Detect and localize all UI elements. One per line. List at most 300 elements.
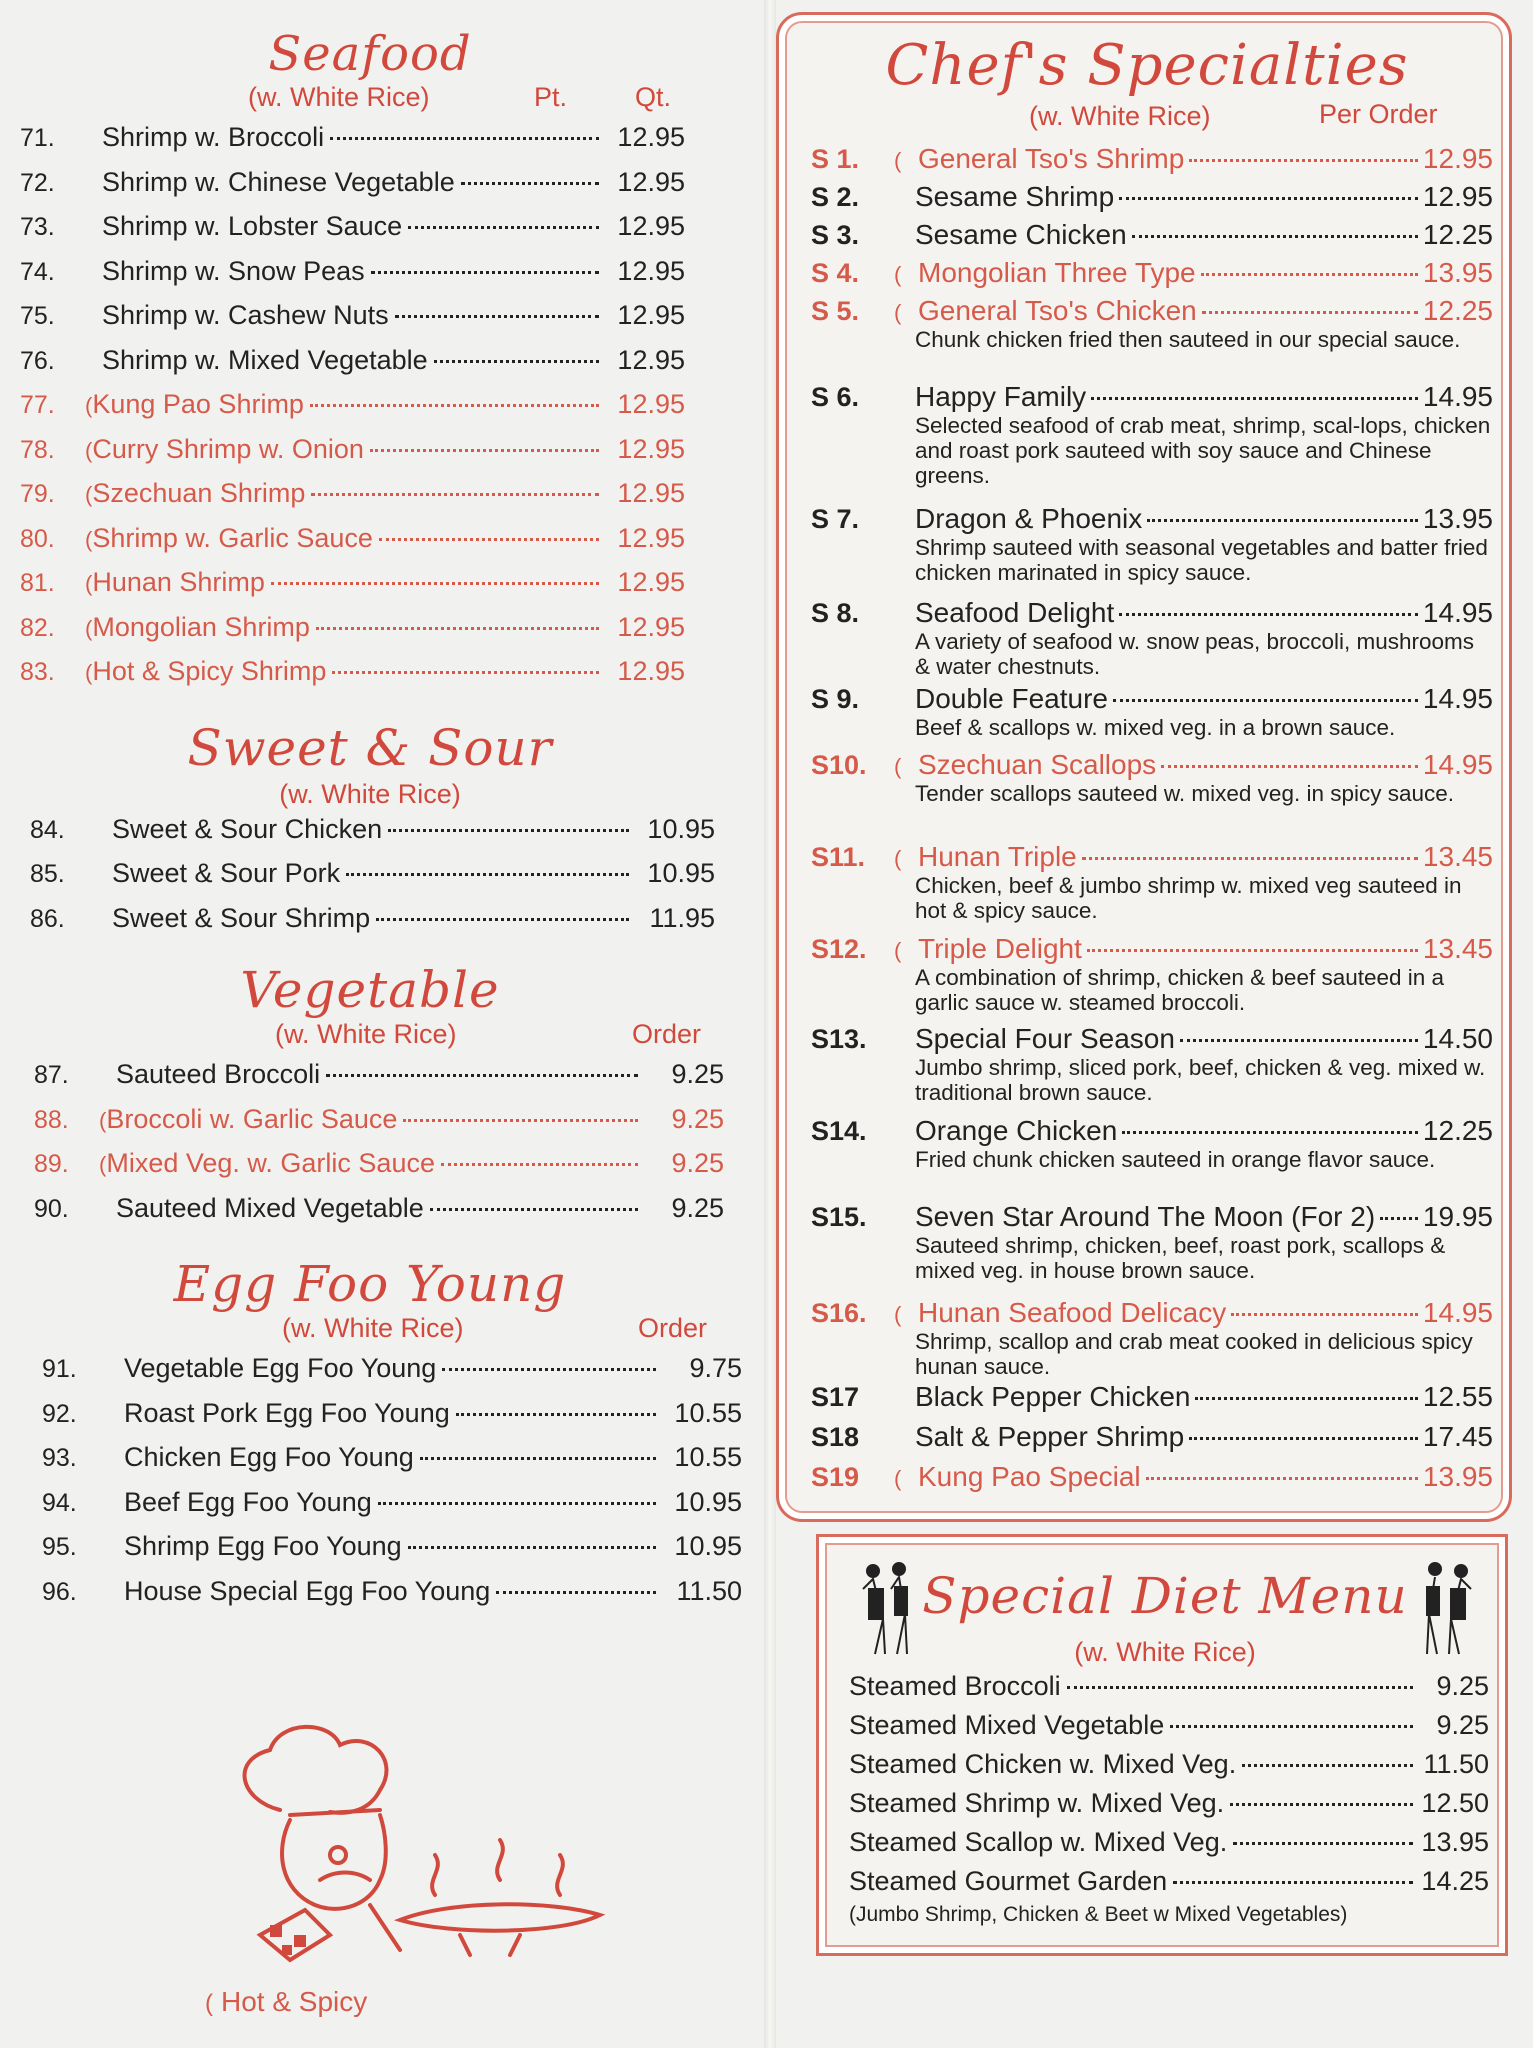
specialty-name: Sesame Chicken bbox=[915, 219, 1127, 250]
item-number: 86. bbox=[30, 904, 65, 933]
specialty-item bbox=[811, 1461, 1493, 1493]
specialty-item bbox=[811, 933, 1493, 1015]
item-price: 9.25 bbox=[671, 1059, 724, 1089]
item-number: 91. bbox=[42, 1355, 77, 1383]
item-number: 71. bbox=[20, 124, 55, 152]
item-price: 12.95 bbox=[617, 656, 685, 686]
diet-item bbox=[849, 1710, 1489, 1749]
item-price: 10.55 bbox=[674, 1397, 742, 1428]
diet-item bbox=[849, 1788, 1489, 1827]
dot-leader bbox=[1230, 1803, 1413, 1806]
specialty-description: Jumbo shrimp, sliced pork, beef, chicken & veg. mixed w. traditional brown sauce. bbox=[915, 1055, 1486, 1105]
diet-item bbox=[849, 1866, 1489, 1905]
item-name: Mongolian Shrimp bbox=[92, 611, 310, 642]
diet-item bbox=[849, 1749, 1489, 1788]
item-price: 9.25 bbox=[671, 1148, 724, 1178]
item-number: 79. bbox=[20, 480, 55, 508]
diet-item-price: 13.95 bbox=[1421, 1827, 1489, 1857]
specialty-item bbox=[811, 1381, 1493, 1413]
hot-spicy-legend bbox=[205, 1986, 367, 2018]
chef-illustration bbox=[220, 1720, 610, 1970]
egg-foo-young-subtitle: (w. White Rice) bbox=[282, 1313, 464, 1343]
seafood-list bbox=[20, 122, 685, 701]
dot-leader bbox=[1173, 1881, 1413, 1884]
specialty-row bbox=[811, 143, 1493, 175]
item-name: Mixed Veg. w. Garlic Sauce bbox=[106, 1148, 435, 1178]
specialty-price: 13.95 bbox=[1422, 503, 1493, 534]
dot-leader bbox=[271, 582, 599, 585]
specialty-item bbox=[811, 597, 1493, 679]
dot-leader bbox=[1067, 1686, 1413, 1689]
item-name: Kung Pao Shrimp bbox=[92, 389, 304, 419]
diet-title: Special Diet Menu bbox=[922, 1567, 1408, 1625]
specialty-code: S 7. bbox=[811, 504, 860, 534]
specialty-price: 12.25 bbox=[1422, 295, 1493, 326]
chili-pepper-icon: ( bbox=[894, 1302, 902, 1327]
dot-leader bbox=[1380, 1217, 1418, 1220]
item-number: 73. bbox=[20, 213, 55, 241]
item-price: 10.95 bbox=[674, 1486, 742, 1517]
specialty-description: Shrimp sauteed with seasonal vegetables and batter fried chicken marinated in spicy sauce. bbox=[915, 535, 1488, 585]
page-fold bbox=[764, 0, 776, 2048]
diet-item bbox=[849, 1671, 1489, 1710]
diet-item-name: Steamed Shrimp w. Mixed Veg. bbox=[849, 1788, 1225, 1818]
diet-item-name: Steamed Scallop w. Mixed Veg. bbox=[849, 1827, 1228, 1857]
item-name: Shrimp w. Mixed Vegetable bbox=[102, 344, 428, 375]
dot-leader bbox=[1233, 1842, 1413, 1845]
chili-pepper-icon: ( bbox=[99, 1152, 107, 1177]
chefs-subtitle: (w. White Rice) bbox=[1029, 101, 1211, 131]
diet-item-name: Steamed Broccoli bbox=[849, 1671, 1061, 1701]
item-name: Shrimp w. Broccoli bbox=[102, 122, 325, 152]
specialty-item bbox=[811, 381, 1493, 488]
egg-foo-young-list bbox=[42, 1353, 742, 1620]
dot-leader bbox=[1087, 949, 1418, 952]
specialty-item bbox=[811, 219, 1493, 251]
item-price: 11.50 bbox=[676, 1575, 742, 1606]
specialty-row bbox=[811, 749, 1493, 781]
menu-item bbox=[30, 858, 715, 903]
menu-item bbox=[34, 1148, 724, 1193]
item-price: 9.25 bbox=[671, 1103, 724, 1134]
dot-leader bbox=[403, 1119, 638, 1122]
diet-item-price: 12.50 bbox=[1421, 1788, 1489, 1818]
seafood-title: Seafood bbox=[268, 26, 472, 82]
item-price: 11.95 bbox=[649, 902, 715, 933]
specialty-code: S16. bbox=[811, 1298, 867, 1328]
diet-item-name: Steamed Gourmet Garden bbox=[849, 1866, 1168, 1896]
specialty-price: 12.25 bbox=[1422, 219, 1493, 250]
specialty-name: Mongolian Three Type bbox=[918, 257, 1196, 288]
menu-item bbox=[20, 389, 685, 434]
menu-item bbox=[42, 1442, 742, 1487]
specialty-code: S 2. bbox=[811, 182, 860, 212]
specialty-row bbox=[811, 1115, 1493, 1147]
item-name: Broccoli w. Garlic Sauce bbox=[106, 1103, 398, 1134]
specialty-row bbox=[811, 219, 1493, 251]
chili-pepper-icon: ( bbox=[85, 660, 93, 685]
diet-item-name: Steamed Chicken w. Mixed Veg. bbox=[849, 1749, 1237, 1779]
dot-leader bbox=[1242, 1764, 1413, 1767]
specialty-name: Hunan Triple bbox=[918, 841, 1077, 872]
specialty-row bbox=[811, 181, 1493, 213]
menu-item bbox=[42, 1398, 742, 1443]
item-number: 90. bbox=[34, 1194, 69, 1223]
dot-leader bbox=[1119, 197, 1418, 200]
item-number: 93. bbox=[42, 1444, 77, 1472]
specialty-row bbox=[811, 841, 1493, 873]
specialty-row bbox=[811, 295, 1493, 327]
item-name: House Special Egg Foo Young bbox=[124, 1575, 491, 1606]
dot-leader bbox=[332, 671, 599, 674]
dot-leader bbox=[1180, 1039, 1418, 1042]
dot-leader bbox=[1082, 857, 1418, 860]
specialty-code: S 8. bbox=[811, 598, 860, 628]
item-number: 84. bbox=[30, 815, 65, 844]
dot-leader bbox=[461, 182, 599, 185]
item-name: Hot & Spicy Shrimp bbox=[92, 656, 327, 686]
specialty-code: S18 bbox=[811, 1422, 860, 1452]
menu-item bbox=[30, 814, 715, 859]
dot-leader bbox=[456, 1413, 656, 1416]
specialty-code: S13. bbox=[811, 1024, 867, 1054]
specialty-name: General Tso's Chicken bbox=[918, 295, 1197, 326]
diet-list bbox=[849, 1671, 1489, 1927]
menu-item bbox=[42, 1576, 742, 1621]
item-number: 85. bbox=[30, 860, 65, 888]
diet-item-price: 9.25 bbox=[1436, 1710, 1489, 1740]
specialty-code: S 9. bbox=[811, 684, 860, 714]
item-number: 82. bbox=[20, 613, 55, 642]
menu-item bbox=[42, 1531, 742, 1576]
dot-leader bbox=[420, 1457, 656, 1460]
specialty-price: 12.25 bbox=[1422, 1115, 1493, 1146]
specialty-item bbox=[811, 257, 1493, 289]
diet-item bbox=[849, 1827, 1489, 1866]
item-number: 89. bbox=[34, 1150, 69, 1178]
item-number: 81. bbox=[20, 569, 55, 597]
dot-leader bbox=[310, 404, 599, 407]
specialty-row bbox=[811, 597, 1493, 629]
specialty-price: 19.95 bbox=[1422, 1201, 1493, 1232]
special-diet-box bbox=[816, 1534, 1508, 1956]
menu-item bbox=[34, 1193, 724, 1238]
specialty-price: 12.95 bbox=[1422, 181, 1493, 212]
item-number: 95. bbox=[42, 1533, 77, 1561]
specialty-name: Seafood Delight bbox=[915, 597, 1115, 628]
specialty-description: A combination of shrimp, chicken & beef sauteed in a garlic sauce w. steamed broccoli. bbox=[915, 965, 1445, 1015]
dot-leader bbox=[441, 1163, 638, 1166]
chili-pepper-icon: ( bbox=[85, 393, 93, 418]
dot-leader bbox=[346, 873, 629, 876]
specialty-price: 12.55 bbox=[1422, 1381, 1493, 1412]
item-number: 72. bbox=[20, 168, 55, 197]
item-name: Shrimp w. Lobster Sauce bbox=[102, 211, 403, 241]
item-number: 92. bbox=[42, 1399, 77, 1428]
specialty-code: S10. bbox=[811, 750, 867, 780]
dot-leader bbox=[376, 918, 629, 921]
dot-leader bbox=[442, 1368, 656, 1371]
dot-leader bbox=[388, 829, 629, 832]
chili-pepper-icon: ( bbox=[85, 571, 93, 596]
item-name: Sauteed Broccoli bbox=[116, 1059, 321, 1089]
specialty-row bbox=[811, 257, 1493, 289]
specialty-row bbox=[811, 1201, 1493, 1233]
dot-leader bbox=[326, 1074, 638, 1077]
diet-item-price: 9.25 bbox=[1436, 1671, 1489, 1701]
chili-pepper-icon: ( bbox=[85, 615, 93, 641]
chefs-title: Chef's Specialties bbox=[885, 33, 1409, 98]
specialty-row bbox=[811, 1461, 1493, 1493]
dot-leader bbox=[1231, 1313, 1418, 1316]
specialty-description: Chicken, beef & jumbo shrimp w. mixed veg sauteed in hot & spicy sauce. bbox=[915, 873, 1462, 923]
item-name: Vegetable Egg Foo Young bbox=[124, 1353, 437, 1383]
specialty-price: 14.95 bbox=[1422, 749, 1493, 780]
item-price: 12.95 bbox=[617, 255, 685, 286]
item-price: 12.95 bbox=[617, 300, 685, 330]
item-price: 12.95 bbox=[617, 478, 685, 508]
item-name: Beef Egg Foo Young bbox=[124, 1486, 372, 1517]
item-name: Shrimp w. Chinese Vegetable bbox=[102, 166, 455, 197]
specialty-item bbox=[811, 1023, 1493, 1105]
item-price: 10.95 bbox=[647, 858, 715, 888]
item-name: Sweet & Sour Pork bbox=[112, 858, 341, 888]
specialty-name: Happy Family bbox=[915, 381, 1087, 412]
chili-pepper-icon: ( bbox=[894, 262, 902, 287]
item-name: Roast Pork Egg Foo Young bbox=[124, 1397, 450, 1428]
chili-pepper-icon: ( bbox=[894, 754, 902, 779]
vegetable-list bbox=[34, 1059, 724, 1237]
chili-pepper-icon: ( bbox=[894, 846, 902, 871]
specialty-description: Chunk chicken fried then sauteed in our special sauce. bbox=[915, 327, 1461, 352]
seafood-col-qt: Qt. bbox=[635, 82, 672, 112]
specialty-row bbox=[811, 503, 1493, 535]
item-number: 75. bbox=[20, 302, 55, 330]
seafood-col-pt: Pt. bbox=[534, 82, 568, 112]
item-name: Sauteed Mixed Vegetable bbox=[116, 1192, 424, 1223]
diet-item-name: Steamed Mixed Vegetable bbox=[849, 1710, 1165, 1740]
specialty-item bbox=[811, 841, 1493, 923]
hot-spicy-label: Hot & Spicy bbox=[221, 1986, 368, 2017]
item-price: 9.25 bbox=[671, 1192, 724, 1223]
specialty-price: 14.50 bbox=[1422, 1023, 1493, 1054]
specialty-name: Triple Delight bbox=[918, 933, 1082, 964]
specialty-name: Kung Pao Special bbox=[918, 1461, 1141, 1492]
item-name: Hunan Shrimp bbox=[92, 567, 265, 597]
specialty-price: 13.45 bbox=[1422, 933, 1493, 964]
item-price: 12.95 bbox=[617, 522, 685, 553]
specialty-item bbox=[811, 1421, 1493, 1453]
specialty-code: S12. bbox=[811, 934, 867, 964]
menu-item bbox=[20, 434, 685, 479]
item-price: 12.95 bbox=[617, 433, 685, 464]
sweet-sour-title: Sweet & Sour bbox=[187, 718, 553, 777]
diet-subtitle: (w. White Rice) bbox=[1074, 1637, 1256, 1667]
specialty-row bbox=[811, 381, 1493, 413]
diet-item-price: 14.25 bbox=[1421, 1866, 1489, 1896]
dot-leader bbox=[1122, 1131, 1418, 1134]
dot-leader bbox=[1170, 1725, 1413, 1728]
item-number: 94. bbox=[42, 1488, 77, 1517]
item-number: 83. bbox=[20, 658, 55, 686]
item-price: 12.95 bbox=[617, 166, 685, 197]
specialty-name: Special Four Season bbox=[915, 1023, 1175, 1054]
item-name: Sweet & Sour Shrimp bbox=[112, 902, 371, 933]
item-number: 96. bbox=[42, 1577, 77, 1606]
specialty-row bbox=[811, 933, 1493, 965]
item-price: 10.95 bbox=[647, 813, 715, 844]
dot-leader bbox=[1147, 519, 1418, 522]
menu-item bbox=[20, 256, 685, 301]
specialty-code: S 4. bbox=[811, 258, 860, 288]
specialty-row bbox=[811, 1381, 1493, 1413]
specialty-name: Orange Chicken bbox=[915, 1115, 1118, 1146]
menu-item bbox=[42, 1487, 742, 1532]
chili-pepper-icon: ( bbox=[894, 938, 902, 963]
menu-item bbox=[20, 167, 685, 212]
specialty-row bbox=[811, 1297, 1493, 1329]
chili-pepper-icon: ( bbox=[85, 526, 93, 552]
specialty-name: Sesame Shrimp bbox=[915, 181, 1115, 212]
dot-leader bbox=[1146, 1477, 1418, 1480]
dot-leader bbox=[311, 493, 599, 496]
dot-leader bbox=[330, 137, 599, 140]
specialty-price: 13.95 bbox=[1422, 257, 1493, 288]
menu-item bbox=[34, 1059, 724, 1104]
specialty-price: 13.95 bbox=[1422, 1461, 1493, 1492]
specialty-description: Selected seafood of crab meat, shrimp, scal-lops, chicken and roast pork sauteed with soy sauce and Chinese greens. bbox=[915, 413, 1491, 488]
item-name: Sweet & Sour Chicken bbox=[112, 813, 383, 844]
item-number: 78. bbox=[20, 435, 55, 464]
menu-item bbox=[20, 523, 685, 568]
chili-pepper-icon: ( bbox=[894, 148, 902, 173]
specialty-price: 13.45 bbox=[1422, 841, 1493, 872]
menu-item bbox=[20, 656, 685, 701]
vegetable-col-order: Order bbox=[632, 1019, 702, 1049]
specialty-price: 14.95 bbox=[1422, 1297, 1493, 1328]
menu-item bbox=[34, 1104, 724, 1149]
menu-item bbox=[20, 478, 685, 523]
specialty-row bbox=[811, 683, 1493, 715]
chefs-specialties-box bbox=[776, 12, 1512, 1522]
menu-item bbox=[20, 211, 685, 256]
item-price: 12.95 bbox=[617, 122, 685, 152]
dot-leader bbox=[408, 1546, 656, 1549]
chefs-col-per-order: Per Order bbox=[1319, 99, 1438, 129]
vegetable-subtitle: (w. White Rice) bbox=[275, 1019, 457, 1049]
specialty-code: S14. bbox=[811, 1116, 867, 1146]
specialty-code: S 3. bbox=[811, 220, 860, 250]
menu-item bbox=[20, 300, 685, 345]
specialty-price: 14.95 bbox=[1422, 597, 1493, 628]
item-price: 10.55 bbox=[674, 1442, 742, 1472]
menu-item bbox=[30, 903, 715, 948]
item-name: Shrimp w. Garlic Sauce bbox=[92, 522, 373, 553]
dot-leader bbox=[1189, 159, 1418, 162]
dot-leader bbox=[430, 1208, 638, 1211]
chili-pepper-icon: ( bbox=[894, 1466, 902, 1491]
item-number: 80. bbox=[20, 524, 55, 553]
specialty-item bbox=[811, 1201, 1493, 1283]
item-price: 10.95 bbox=[674, 1531, 742, 1561]
specialty-price: 14.95 bbox=[1422, 683, 1493, 714]
specialty-code: S19 bbox=[811, 1462, 860, 1492]
specialty-name: Seven Star Around The Moon (For 2) bbox=[915, 1201, 1376, 1232]
dot-leader bbox=[1113, 699, 1418, 702]
sweet-sour-subtitle: (w. White Rice) bbox=[279, 778, 461, 809]
specialty-name: General Tso's Shrimp bbox=[918, 143, 1185, 174]
specialty-code: S 1. bbox=[811, 144, 860, 174]
specialty-description: Fried chunk chicken sauteed in orange flavor sauce. bbox=[915, 1147, 1436, 1172]
specialty-row bbox=[811, 1421, 1493, 1453]
item-number: 76. bbox=[20, 346, 55, 375]
menu-item bbox=[20, 567, 685, 612]
menu-item bbox=[20, 612, 685, 657]
chili-pepper-icon: ( bbox=[99, 1107, 107, 1133]
specialty-item bbox=[811, 1297, 1493, 1379]
seafood-subtitle: (w. White Rice) bbox=[248, 82, 430, 112]
dot-leader bbox=[1132, 235, 1418, 238]
item-number: 88. bbox=[34, 1105, 69, 1134]
specialty-name: Dragon & Phoenix bbox=[915, 503, 1143, 534]
item-price: 12.95 bbox=[617, 211, 685, 241]
diet-item-price: 11.50 bbox=[1423, 1749, 1489, 1779]
dot-leader bbox=[434, 360, 599, 363]
item-name: Chicken Egg Foo Young bbox=[124, 1442, 414, 1472]
item-name: Shrimp w. Snow Peas bbox=[102, 255, 365, 286]
specialty-code: S17 bbox=[811, 1382, 860, 1412]
menu-item bbox=[20, 122, 685, 167]
sweet-sour-list bbox=[30, 814, 715, 948]
menu-item bbox=[20, 345, 685, 390]
chili-pepper-icon: ( bbox=[205, 1990, 213, 2017]
specialty-item bbox=[811, 143, 1493, 175]
specialty-code: S 6. bbox=[811, 382, 860, 412]
specialty-name: Hunan Seafood Delicacy bbox=[918, 1297, 1227, 1328]
item-name: Shrimp Egg Foo Young bbox=[124, 1531, 402, 1561]
dot-leader bbox=[370, 449, 599, 452]
specialty-code: S15. bbox=[811, 1202, 867, 1232]
item-name: Szechuan Shrimp bbox=[92, 478, 306, 508]
item-name: Curry Shrimp w. Onion bbox=[92, 433, 364, 464]
item-price: 12.95 bbox=[617, 344, 685, 375]
menu-item bbox=[42, 1353, 742, 1398]
item-price: 12.95 bbox=[617, 567, 685, 597]
specialty-price: 17.45 bbox=[1422, 1421, 1493, 1452]
specialty-item bbox=[811, 683, 1493, 740]
vegetable-title: Vegetable bbox=[240, 961, 500, 1019]
item-price: 9.75 bbox=[689, 1353, 742, 1383]
item-number: 77. bbox=[20, 391, 55, 419]
dot-leader bbox=[1091, 397, 1418, 400]
item-price: 12.95 bbox=[617, 611, 685, 642]
item-number: 87. bbox=[34, 1061, 69, 1089]
specialty-name: Double Feature bbox=[915, 683, 1109, 714]
specialty-name: Black Pepper Chicken bbox=[915, 1381, 1191, 1412]
diet-note: (Jumbo Shrimp, Chicken & Beet w Mixed Vegetables) bbox=[849, 1903, 1348, 1926]
specialty-item bbox=[811, 503, 1493, 585]
specialty-price: 12.95 bbox=[1422, 143, 1493, 174]
dot-leader bbox=[1195, 1397, 1417, 1400]
specialty-item bbox=[811, 749, 1493, 806]
dot-leader bbox=[1201, 273, 1418, 276]
specialty-code: S 5. bbox=[811, 296, 860, 326]
specialty-price: 14.95 bbox=[1422, 381, 1493, 412]
left-column bbox=[20, 20, 742, 1620]
egg-foo-young-title: Egg Foo Young bbox=[173, 1255, 567, 1313]
specialty-description: Sauteed shrimp, chicken, beef, roast pork, scallops & mixed veg. in house brown sauce. bbox=[915, 1233, 1446, 1283]
dot-leader bbox=[1119, 613, 1418, 616]
